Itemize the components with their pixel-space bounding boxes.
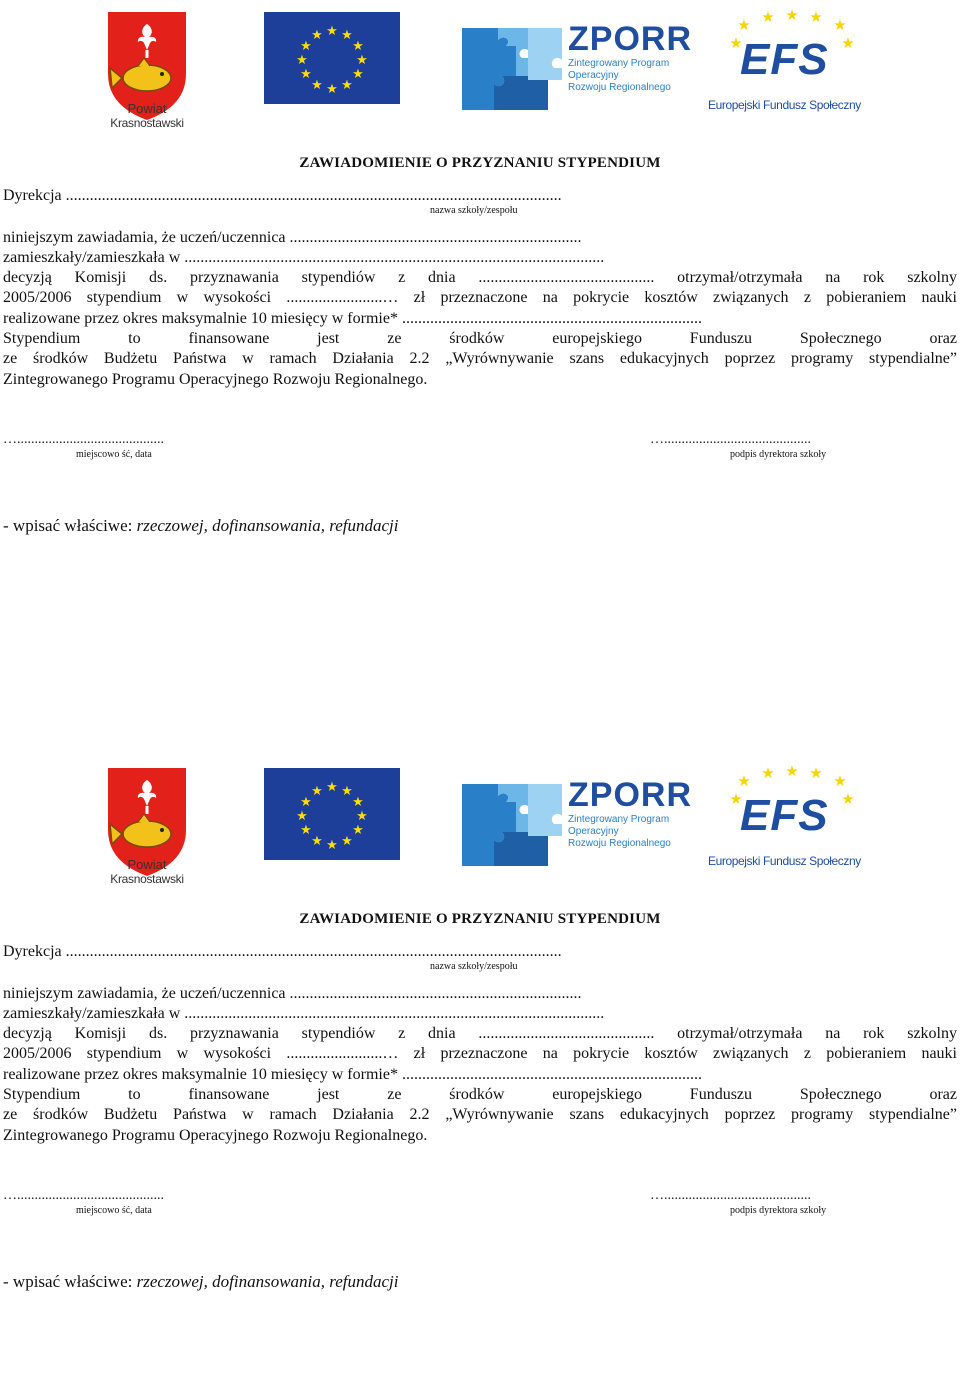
school-name-caption: nazwa szkoły/zespołu: [430, 961, 518, 972]
dyrekcja-line: Dyrekcja ............................................................................................................................: [3, 187, 562, 204]
zporr-line3: Rozwoju Regionalnego: [568, 82, 671, 93]
signature-caption: podpis dyrektora szkoły: [730, 1205, 827, 1216]
svg-text:★: ★: [326, 23, 338, 38]
footnote-prefix: - wpisać właściwe:: [3, 516, 137, 535]
svg-text:★: ★: [841, 36, 855, 52]
zporr-logo: [458, 20, 692, 120]
zporr-acronym: ZPORR: [568, 776, 692, 814]
zporr-line1: Zintegrowany Program: [568, 58, 670, 69]
notice-copy-2: [0, 756, 960, 1396]
svg-text:★: ★: [761, 766, 775, 782]
svg-text:★: ★: [809, 10, 823, 26]
period-line: realizowane przez okres maksymalnie 10 miesięcy w formie* ...........................................................................: [3, 1066, 702, 1083]
svg-text:★: ★: [809, 766, 823, 782]
document-title: ZAWIADOMIENIE O PRZYZNANIU STYPENDIUM: [299, 155, 661, 171]
school-name-caption: nazwa szkoły/zespołu: [430, 205, 518, 216]
funding-line-2: ze środków Budżetu Państwa w ramach Działania 2.2 „Wyrównywanie szans edukacyjnych poprzez programy stypendialne”: [3, 1106, 957, 1123]
powiat-logo-line2: Krasnostawski: [110, 116, 184, 130]
efs-acronym: EFS: [740, 791, 829, 840]
footnote-prefix: - wpisać właściwe:: [3, 1272, 137, 1291]
place-date-caption: miejscowo ść, data: [76, 1205, 152, 1216]
residence-line: zamieszkały/zamieszkała w .........................................................................................................: [3, 249, 605, 266]
powiat-logo-line1: Powiat: [127, 857, 167, 872]
logo-bar: [0, 0, 960, 140]
svg-text:★: ★: [785, 764, 799, 780]
svg-text:★: ★: [341, 77, 353, 92]
decision-line: decyzją Komisji ds. przyznawania stypendiów z dnia ............................................ otrzymał/otrzymała na rok szkolny: [3, 1025, 957, 1042]
powiat-logo-line2: Krasnostawski: [110, 872, 184, 886]
svg-text:★: ★: [311, 833, 323, 848]
svg-text:★: ★: [326, 81, 338, 96]
svg-text:★: ★: [356, 808, 368, 823]
footnote: [3, 516, 399, 536]
zporr-line2: Operacyjny: [568, 70, 619, 81]
svg-text:★: ★: [841, 792, 855, 808]
svg-text:★: ★: [300, 66, 312, 81]
svg-text:★: ★: [311, 783, 323, 798]
notice-copy-1: [0, 0, 960, 640]
efs-acronym: EFS: [740, 35, 829, 84]
eu-flag-logo: [264, 768, 400, 860]
svg-text:★: ★: [352, 66, 364, 81]
funding-line-1: Stypendium to finansowane jest ze środków europejskiego Funduszu Społecznego oraz: [3, 1086, 957, 1103]
funding-line-2: ze środków Budżetu Państwa w ramach Działania 2.2 „Wyrównywanie szans edukacyjnych poprzez programy stypendialne”: [3, 350, 957, 367]
residence-line: zamieszkały/zamieszkała w .........................................................................................................: [3, 1005, 605, 1022]
footnote-options: rzeczowej, dofinansowania, refundacji: [136, 1272, 399, 1291]
svg-text:★: ★: [737, 18, 751, 34]
svg-text:★: ★: [729, 36, 743, 52]
logo-bar: [0, 756, 960, 896]
svg-text:★: ★: [352, 794, 364, 809]
place-date-dots: …..........................................: [3, 1188, 164, 1203]
signature-dots: …..........................................: [650, 1188, 811, 1203]
eu-flag-logo: [264, 12, 400, 104]
document-title: ZAWIADOMIENIE O PRZYZNANIU STYPENDIUM: [299, 911, 661, 927]
place-date-dots: …..........................................: [3, 432, 164, 447]
funding-line-3: Zintegrowanego Programu Operacyjnego Rozwoju Regionalnego.: [3, 371, 428, 388]
signature-caption: podpis dyrektora szkoły: [730, 449, 827, 460]
footnote-options: rzeczowej, dofinansowania, refundacji: [136, 516, 399, 535]
svg-text:★: ★: [311, 27, 323, 42]
amount-line: 2005/2006 stypendium w wysokości ........................… zł przeznaczone na pokrycie kosztów związanych z pobieraniem nauki: [3, 1045, 957, 1062]
decision-line: decyzją Komisji ds. przyznawania stypendiów z dnia ............................................ otrzymał/otrzymała na rok szkolny: [3, 269, 957, 286]
funding-line-1: Stypendium to finansowane jest ze środków europejskiego Funduszu Społecznego oraz: [3, 330, 957, 347]
zporr-line1: Zintegrowany Program: [568, 814, 670, 825]
student-line: niniejszym zawiadamia, że uczeń/uczennica .........................................................................: [3, 229, 582, 246]
efs-subtitle: Europejski Fundusz Społeczny: [708, 854, 861, 868]
powiat-krasnostawski-logo: [104, 766, 190, 892]
efs-subtitle: Europejski Fundusz Społeczny: [708, 98, 861, 112]
svg-text:★: ★: [311, 77, 323, 92]
svg-text:★: ★: [833, 774, 847, 790]
svg-text:★: ★: [737, 774, 751, 790]
svg-text:★: ★: [300, 38, 312, 53]
dyrekcja-line: Dyrekcja ............................................................................................................................: [3, 943, 562, 960]
svg-text:★: ★: [296, 808, 308, 823]
svg-text:★: ★: [729, 792, 743, 808]
amount-line: 2005/2006 stypendium w wysokości ........................… zł przeznaczone na pokrycie kosztów związanych z pobieraniem nauki: [3, 289, 957, 306]
svg-text:★: ★: [341, 833, 353, 848]
svg-text:★: ★: [300, 794, 312, 809]
svg-text:★: ★: [833, 18, 847, 34]
powiat-krasnostawski-logo: [104, 10, 190, 136]
svg-text:★: ★: [326, 837, 338, 852]
svg-text:★: ★: [300, 822, 312, 837]
svg-text:★: ★: [341, 27, 353, 42]
student-line: niniejszym zawiadamia, że uczeń/uczennica .........................................................................: [3, 985, 582, 1002]
svg-text:★: ★: [326, 779, 338, 794]
zporr-acronym: ZPORR: [568, 20, 692, 58]
efs-logo: [706, 8, 878, 126]
signature-dots: …..........................................: [650, 432, 811, 447]
place-date-caption: miejscowo ść, data: [76, 449, 152, 460]
period-line: realizowane przez okres maksymalnie 10 miesięcy w formie* ...........................................................................: [3, 310, 702, 327]
zporr-line3: Rozwoju Regionalnego: [568, 838, 671, 849]
zporr-line2: Operacyjny: [568, 826, 619, 837]
zporr-logo: [458, 776, 692, 876]
svg-text:★: ★: [785, 8, 799, 24]
svg-text:★: ★: [341, 783, 353, 798]
funding-line-3: Zintegrowanego Programu Operacyjnego Rozwoju Regionalnego.: [3, 1127, 428, 1144]
svg-text:★: ★: [296, 52, 308, 67]
svg-text:★: ★: [356, 52, 368, 67]
powiat-logo-line1: Powiat: [127, 101, 167, 116]
svg-text:★: ★: [761, 10, 775, 26]
efs-logo: [706, 764, 878, 882]
svg-text:★: ★: [352, 38, 364, 53]
svg-text:★: ★: [352, 822, 364, 837]
footnote: [3, 1272, 399, 1292]
